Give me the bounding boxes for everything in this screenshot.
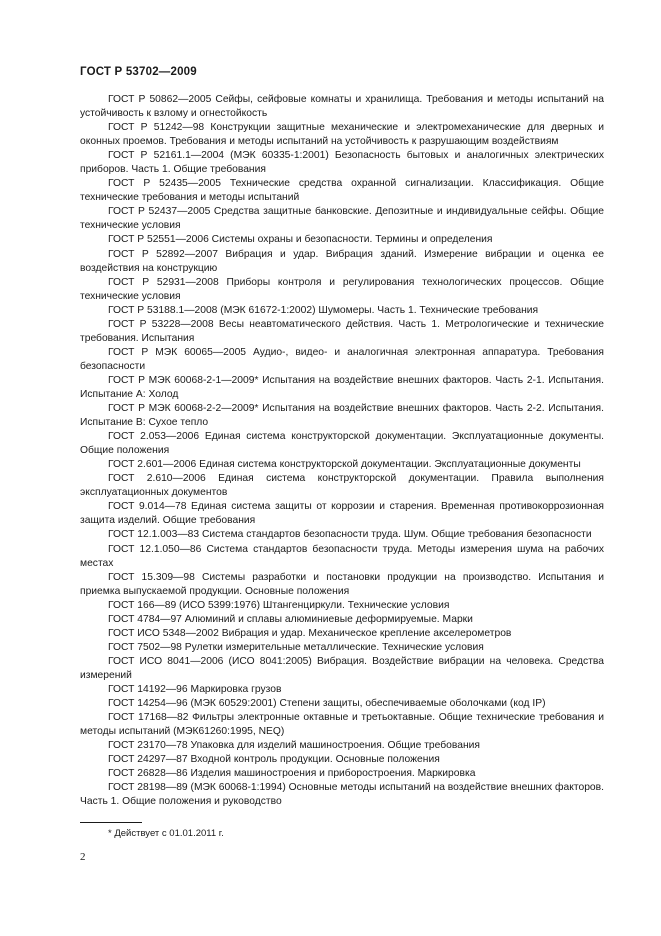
reference-item: ГОСТ Р МЭК 60065—2005 Аудио-, видео- и аналогичная электронная аппаратура. Требования безопасности xyxy=(80,346,604,372)
document-header: ГОСТ Р 53702—2009 xyxy=(80,66,197,78)
reference-item: ГОСТ 15.309—98 Системы разработки и постановки продукции на производство. Испытания и приемка выпускаемой продукции. Основные положения xyxy=(80,571,604,597)
reference-item: ГОСТ 24297—87 Входной контроль продукции. Основные положения xyxy=(108,754,440,766)
reference-item: ГОСТ Р МЭК 60068-2-2—2009* Испытания на воздействие внешних факторов. Часть 2-2. Испытания. Испытание В: Сухое тепло xyxy=(80,403,604,429)
reference-item: ГОСТ 28198—89 (МЭК 60068-1:1994) Основные методы испытаний на воздействие внешних факторов. Часть 1. Общие положения и руководство xyxy=(80,782,604,808)
reference-item: ГОСТ Р 50862—2005 Сейфы, сейфовые комнаты и хранилища. Требования и методы испытаний на устойчивость к взлому и огнестойкость xyxy=(80,94,604,120)
reference-item: ГОСТ 14254—96 (МЭК 60529:2001) Степени защиты, обеспечиваемые оболочками (код IP) xyxy=(108,698,546,710)
reference-item: ГОСТ Р 52437—2005 Средства защитные банковские. Депозитные и индивидуальные сейфы. Общие технические условия xyxy=(80,206,604,232)
reference-item: ГОСТ 4784—97 Алюминий и сплавы алюминиевые деформируемые. Марки xyxy=(108,613,473,625)
reference-item: ГОСТ 166—89 (ИСО 5399:1976) Штангенциркули. Технические условия xyxy=(108,599,450,611)
footnote: * Действует с 01.01.2011 г. xyxy=(108,828,224,839)
reference-item: ГОСТ 12.1.050—86 Система стандартов безопасности труда. Методы измерения шума на рабочих местах xyxy=(80,543,604,569)
reference-item: ГОСТ Р 52892—2007 Вибрация и удар. Вибрация зданий. Измерение вибрации и оценка ее воздействия на конструкцию xyxy=(80,248,604,274)
reference-item: ГОСТ Р 53188.1—2008 (МЭК 61672-1:2002) Шумомеры. Часть 1. Технические требования xyxy=(108,304,539,316)
reference-item: ГОСТ 9.014—78 Единая система защиты от коррозии и старения. Временная противокоррозионная защита изделий. Общие требования xyxy=(80,501,604,527)
reference-item: ГОСТ 26828—86 Изделия машиностроения и приборостроения. Маркировка xyxy=(108,768,476,780)
reference-item: ГОСТ Р 52931—2008 Приборы контроля и регулирования технологических процессов. Общие технические условия xyxy=(80,276,604,302)
reference-item: ГОСТ 12.1.003—83 Система стандартов безопасности труда. Шум. Общие требования безопасности xyxy=(108,529,592,541)
reference-item: ГОСТ Р 52161.1—2004 (МЭК 60335-1:2001) Безопасность бытовых и аналогичных электрических приборов. Часть 1. Общие требования xyxy=(80,150,604,176)
reference-item: ГОСТ Р 52435—2005 Технические средства охранной сигнализации. Классификация. Общие технические требования и методы испытаний xyxy=(80,178,604,204)
reference-item: ГОСТ ИСО 8041—2006 (ИСО 8041:2005) Вибрация. Воздействие вибрации на человека. Средства измерений xyxy=(80,655,604,681)
reference-item: ГОСТ Р 53228—2008 Весы неавтоматического действия. Часть 1. Метрологические и технические требования. Испытания xyxy=(80,318,604,344)
reference-item: ГОСТ 2.053—2006 Единая система конструкторской документации. Эксплуатационные документы. Общие положения xyxy=(80,431,604,457)
page-number: 2 xyxy=(80,851,86,863)
reference-item: ГОСТ 23170—78 Упаковка для изделий машиностроения. Общие требования xyxy=(108,740,480,752)
reference-item: ГОСТ Р МЭК 60068-2-1—2009* Испытания на воздействие внешних факторов. Часть 2-1. Испытания. Испытание А: Холод xyxy=(80,374,604,400)
reference-item: ГОСТ Р 52551—2006 Системы охраны и безопасности. Термины и определения xyxy=(108,234,493,246)
reference-item: ГОСТ 2.601—2006 Единая система конструкторской документации. Эксплуатационные документы xyxy=(108,459,581,471)
reference-item: ГОСТ 2.610—2006 Единая система конструкторской документации. Правила выполнения эксплуатационных документов xyxy=(80,473,604,499)
reference-item: ГОСТ 14192—96 Маркировка грузов xyxy=(108,683,282,695)
reference-item: ГОСТ 17168—82 Фильтры электронные октавные и третьоктавные. Общие технические требования и методы испытаний (МЭК61260:1995, NEQ) xyxy=(80,712,604,738)
footnote-separator xyxy=(80,822,142,823)
reference-item: ГОСТ ИСО 5348—2002 Вибрация и удар. Механическое крепление акселерометров xyxy=(108,627,512,639)
reference-item: ГОСТ Р 51242—98 Конструкции защитные механические и электромеханические для дверных и оконных проемов. Требования и методы испытаний на устойчивость к разрушающим воздействиям xyxy=(80,122,604,148)
normative-references-list xyxy=(80,93,604,809)
reference-item: ГОСТ 7502—98 Рулетки измерительные металлические. Технические условия xyxy=(108,641,484,653)
